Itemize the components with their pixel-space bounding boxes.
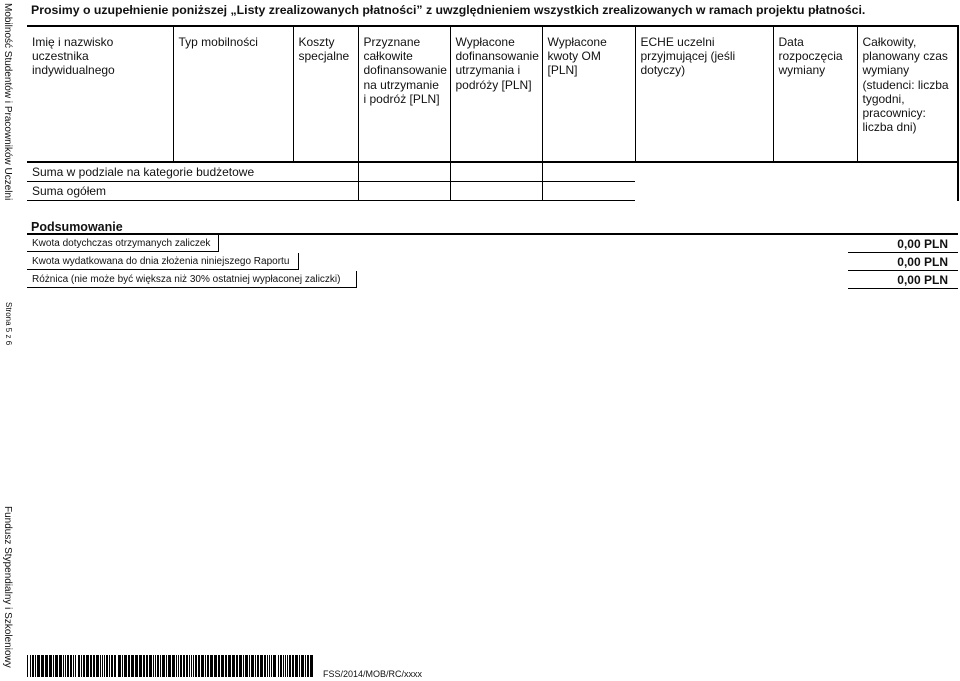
summary-section bbox=[27, 233, 958, 289]
table-header-row bbox=[27, 26, 958, 162]
side-label-fund: Fundusz Stypendialny i Szkoleniowy bbox=[2, 506, 13, 668]
sum-total-paid[interactable] bbox=[450, 182, 542, 201]
summary-value[interactable]: 0,00 PLN bbox=[897, 237, 948, 251]
sum-by-category-granted[interactable] bbox=[358, 162, 450, 182]
header-granted-funding: Przyznane całkowite dofinansowanie na utrzymanie i podróż [PLN] bbox=[358, 26, 450, 162]
payments-table bbox=[27, 25, 959, 201]
page-number: Strona 5 z 6 bbox=[4, 302, 13, 346]
header-mobility-type: Typ mobilności bbox=[173, 26, 293, 162]
barcode bbox=[27, 655, 314, 677]
summary-row-difference bbox=[27, 271, 958, 289]
summary-title: Podsumowanie bbox=[31, 220, 123, 234]
header-special-costs: Koszty specjalne bbox=[293, 26, 358, 162]
header-paid-funding: Wypłacone dofinansowanie utrzymania i podróży [PLN] bbox=[450, 26, 542, 162]
header-duration: Całkowity, planowany czas wymiany (studenci: liczba tygodni, pracownicy: liczba dni) bbox=[857, 26, 958, 162]
summary-value[interactable]: 0,00 PLN bbox=[897, 273, 948, 287]
document-code: FSS/2014/MOB/RC/xxxx bbox=[323, 669, 423, 679]
sum-by-category-label: Suma w podziale na kategorie budżetowe bbox=[27, 162, 358, 182]
sum-by-category-om[interactable] bbox=[542, 162, 635, 182]
sum-total-granted[interactable] bbox=[358, 182, 450, 201]
page-title: Prosimy o uzupełnienie poniższej „Listy zrealizowanych płatności” z uwzględnieniem wszystkich zrealizowanych w ramach projektu płatności. bbox=[31, 3, 866, 17]
summary-label: Różnica (nie może być większa niż 30% ostatniej wypłaconej zaliczki) bbox=[27, 271, 357, 288]
summary-value[interactable]: 0,00 PLN bbox=[897, 255, 948, 269]
header-start-date: Data rozpoczęcia wymiany bbox=[773, 26, 857, 162]
table-row-sum-total bbox=[27, 182, 958, 201]
summary-row-advances bbox=[27, 235, 958, 253]
side-label-program: Mobilność Studentów i Pracowników Uczelni bbox=[2, 3, 13, 201]
sum-by-category-paid[interactable] bbox=[450, 162, 542, 182]
summary-label: Kwota dotychczas otrzymanych zaliczek bbox=[27, 235, 219, 252]
sum-total-label: Suma ogółem bbox=[27, 182, 358, 201]
header-paid-om: Wypłacone kwoty OM [PLN] bbox=[542, 26, 635, 162]
header-eche: ECHE uczelni przyjmującej (jeśli dotyczy) bbox=[635, 26, 773, 162]
header-participant-name: Imię i nazwisko uczestnika indywidualnego bbox=[27, 26, 173, 162]
summary-label: Kwota wydatkowana do dnia złożenia niniejszego Raportu bbox=[27, 253, 299, 270]
summary-row-spent bbox=[27, 253, 958, 271]
table-row-sum-by-category bbox=[27, 162, 958, 182]
sum-total-om[interactable] bbox=[542, 182, 635, 201]
